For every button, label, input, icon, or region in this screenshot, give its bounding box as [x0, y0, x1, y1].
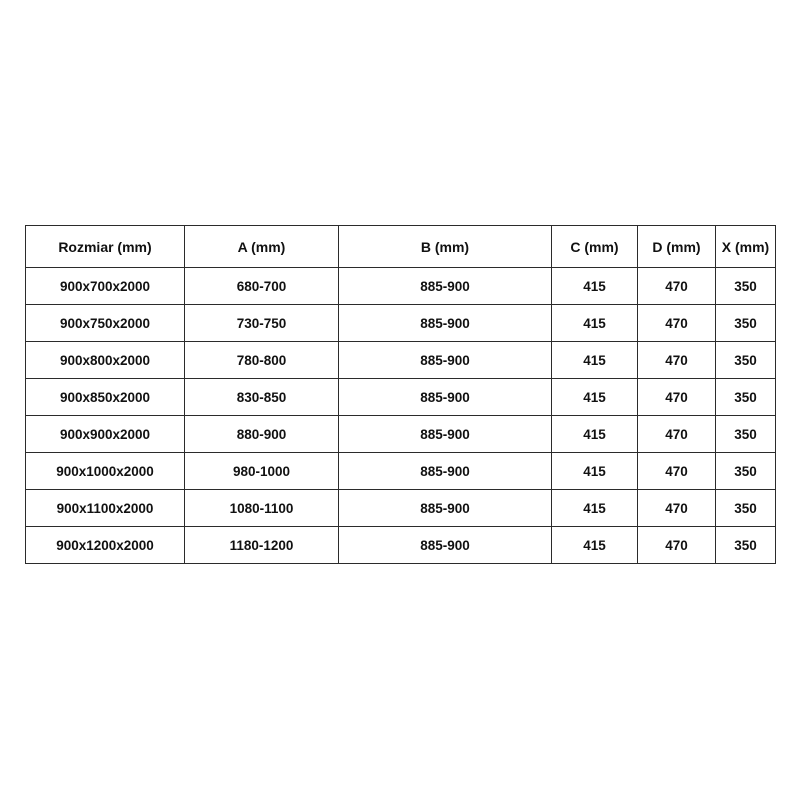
cell-rozmiar: 900x800x2000 — [26, 342, 185, 379]
table-header-row — [26, 226, 776, 268]
cell-b: 885-900 — [339, 342, 552, 379]
cell-a: 980-1000 — [185, 453, 339, 490]
cell-rozmiar: 900x700x2000 — [26, 268, 185, 305]
cell-rozmiar: 900x1000x2000 — [26, 453, 185, 490]
cell-b: 885-900 — [339, 490, 552, 527]
table-body — [26, 268, 776, 564]
cell-c: 415 — [552, 490, 638, 527]
cell-c: 415 — [552, 527, 638, 564]
cell-rozmiar: 900x1200x2000 — [26, 527, 185, 564]
table-header — [26, 226, 776, 268]
table-row — [26, 305, 776, 342]
cell-b: 885-900 — [339, 527, 552, 564]
cell-c: 415 — [552, 342, 638, 379]
cell-c: 415 — [552, 453, 638, 490]
cell-d: 470 — [638, 342, 716, 379]
cell-a: 730-750 — [185, 305, 339, 342]
column-header-x: X (mm) — [716, 226, 776, 268]
cell-x: 350 — [716, 305, 776, 342]
cell-c: 415 — [552, 379, 638, 416]
cell-a: 880-900 — [185, 416, 339, 453]
cell-b: 885-900 — [339, 453, 552, 490]
specification-table — [25, 225, 776, 564]
table-row — [26, 416, 776, 453]
cell-c: 415 — [552, 416, 638, 453]
cell-d: 470 — [638, 305, 716, 342]
specification-table-container — [25, 225, 775, 564]
column-header-b: B (mm) — [339, 226, 552, 268]
cell-d: 470 — [638, 379, 716, 416]
cell-d: 470 — [638, 453, 716, 490]
cell-b: 885-900 — [339, 416, 552, 453]
cell-a: 780-800 — [185, 342, 339, 379]
table-row — [26, 379, 776, 416]
cell-a: 680-700 — [185, 268, 339, 305]
column-header-rozmiar: Rozmiar (mm) — [26, 226, 185, 268]
cell-x: 350 — [716, 416, 776, 453]
column-header-d: D (mm) — [638, 226, 716, 268]
cell-b: 885-900 — [339, 268, 552, 305]
cell-d: 470 — [638, 490, 716, 527]
cell-x: 350 — [716, 453, 776, 490]
cell-x: 350 — [716, 527, 776, 564]
table-row — [26, 268, 776, 305]
table-row — [26, 342, 776, 379]
cell-x: 350 — [716, 268, 776, 305]
column-header-a: A (mm) — [185, 226, 339, 268]
cell-a: 830-850 — [185, 379, 339, 416]
table-row — [26, 527, 776, 564]
column-header-c: C (mm) — [552, 226, 638, 268]
table-row — [26, 453, 776, 490]
cell-x: 350 — [716, 379, 776, 416]
cell-d: 470 — [638, 416, 716, 453]
cell-c: 415 — [552, 305, 638, 342]
cell-a: 1080-1100 — [185, 490, 339, 527]
cell-b: 885-900 — [339, 379, 552, 416]
cell-x: 350 — [716, 490, 776, 527]
cell-d: 470 — [638, 268, 716, 305]
table-row — [26, 490, 776, 527]
cell-rozmiar: 900x750x2000 — [26, 305, 185, 342]
cell-d: 470 — [638, 527, 716, 564]
cell-c: 415 — [552, 268, 638, 305]
cell-a: 1180-1200 — [185, 527, 339, 564]
cell-b: 885-900 — [339, 305, 552, 342]
cell-rozmiar: 900x1100x2000 — [26, 490, 185, 527]
cell-x: 350 — [716, 342, 776, 379]
cell-rozmiar: 900x850x2000 — [26, 379, 185, 416]
cell-rozmiar: 900x900x2000 — [26, 416, 185, 453]
